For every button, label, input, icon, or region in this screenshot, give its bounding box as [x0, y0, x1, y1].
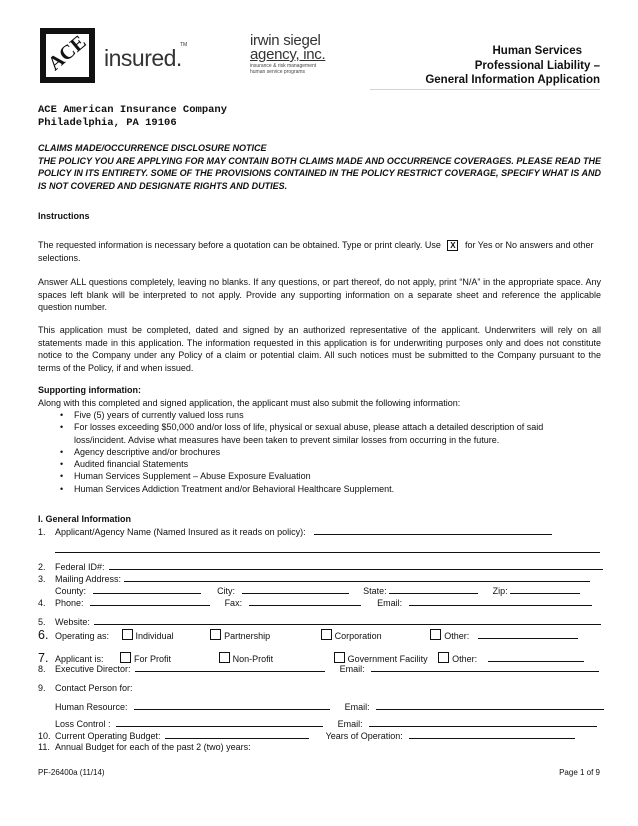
individual-label: Individual [135, 631, 174, 641]
years-field[interactable] [409, 738, 575, 739]
supporting-list [38, 409, 601, 495]
hr-field[interactable] [134, 709, 330, 710]
q3-number: 3. [38, 574, 46, 584]
list-item: • For losses exceeding $50,000 and/or loss of life, physical or sexual abuse, please attach a detailed description of said loss/incident. Advise what measures have been taken to prevent similar losses from occurring in the future. [38, 421, 601, 446]
q3-label: Mailing Address: [55, 574, 122, 584]
title-line1: Human Services [492, 45, 582, 57]
company-address [38, 104, 227, 130]
q1-label: Applicant/Agency Name (Named Insured as it reads on policy): [55, 527, 306, 537]
form-number: PF-26400a (11/14) [38, 768, 105, 777]
notice-heading: CLAIMS MADE/OCCURRENCE DISCLOSURE NOTICE [38, 143, 267, 153]
email-label: Email: [377, 598, 403, 608]
q7-number: 7. [38, 651, 49, 665]
q2-label: Federal ID#: [55, 562, 105, 572]
irwin-line1: irwin siegel [250, 32, 321, 49]
county-field[interactable] [93, 593, 201, 594]
q8-label: Executive Director: [55, 664, 131, 674]
website-field[interactable] [94, 624, 601, 625]
company-line1: ACE American Insurance Company [38, 104, 228, 116]
q6-label: Operating as: [55, 631, 110, 641]
county-row [55, 586, 580, 596]
q5-number: 5. [38, 617, 46, 627]
document-title [425, 44, 600, 88]
instructions-p1-a: The requested information is necessary before a quotation can be obtained. Type or print clearly. Use [38, 240, 441, 250]
corporation-label: Corporation [334, 631, 382, 641]
state-field[interactable] [389, 593, 478, 594]
partnership-label: Partnership [224, 631, 271, 641]
supporting-heading: Supporting information: [38, 385, 141, 395]
city-field[interactable] [242, 593, 349, 594]
page-number: Page 1 of 9 [559, 768, 600, 777]
list-item: • Audited financial Statements [38, 458, 601, 470]
fax-field[interactable] [249, 605, 361, 606]
non-profit-checkbox[interactable] [219, 652, 230, 663]
q9-label: Contact Person for: [55, 683, 133, 693]
irwin-line2: agency, inc. [250, 46, 326, 63]
company-line2: Philadelphia, PA 19106 [38, 117, 177, 129]
x-checkbox-example: X [447, 240, 458, 251]
mailing-address-field[interactable] [124, 581, 590, 582]
q3-row [38, 574, 590, 584]
q5-row [38, 617, 601, 627]
list-item: • Human Services Supplement – Abuse Exposure Evaluation [38, 470, 601, 482]
q2-number: 2. [38, 562, 46, 572]
disclosure-notice [38, 142, 601, 192]
hr-email-field[interactable] [376, 709, 604, 710]
list-item: • Agency descriptive and/or brochures [38, 446, 601, 458]
operating-budget-field[interactable] [165, 738, 309, 739]
other-op-field[interactable] [478, 638, 578, 639]
other-type-field[interactable] [488, 661, 584, 662]
q10-number: 10. [38, 731, 51, 741]
lc-row [55, 719, 597, 729]
instructions-p1-b: for Yes or No answers and other selections. [38, 240, 594, 263]
general-heading: I. General Information [38, 514, 132, 524]
lc-label: Loss Control : [55, 719, 111, 729]
phone-label: Phone: [55, 598, 84, 608]
instructions-p3: This application must be completed, dated and signed by an authorized representative of the applicant. Underwriters will rely on all statements made in this application. The information requested in this application is for underwriting purposes only and does not constitute notice to the Company under any Policy of a claim or potential claim. All such notices must be submitted to the Company pursuant to the terms of the Policy, if and when issued. [38, 325, 601, 373]
title-line3: General Information Application [425, 74, 600, 86]
q6-number: 6. [38, 628, 49, 642]
q10-row [38, 731, 575, 741]
zip-field[interactable] [510, 593, 580, 594]
zip-label: Zip: [492, 586, 508, 596]
for-profit-label: For Profit [134, 654, 172, 664]
q4-row [38, 598, 592, 608]
director-email-label: Email: [339, 664, 365, 674]
q9-number: 9. [38, 683, 46, 693]
q2-row [38, 562, 603, 572]
irwin-tag2: human service programs [250, 69, 306, 75]
q1-row [38, 527, 552, 537]
list-item: • Five (5) years of currently valued loss runs [38, 409, 601, 421]
irwin-siegel-logo [250, 34, 350, 75]
applicant-name-field-line2[interactable] [55, 552, 600, 553]
q11-row [38, 742, 251, 752]
state-label: State: [363, 586, 387, 596]
title-line2: Professional Liability – [474, 59, 600, 72]
for-profit-checkbox[interactable] [120, 652, 131, 663]
city-label: City: [217, 586, 236, 596]
q4-number: 4. [38, 598, 46, 608]
county-label: County: [55, 586, 87, 596]
supporting-intro: Along with this completed and signed application, the applicant must also submit the following information: [38, 397, 461, 408]
q7-row [38, 651, 584, 665]
applicant-name-field[interactable] [314, 534, 552, 535]
individual-checkbox[interactable] [122, 629, 133, 640]
notice-body: THE POLICY YOU ARE APPLYING FOR MAY CONTAIN BOTH CLAIMS MADE AND OCCURRENCE COVERAGES. PLEASE READ THE POLICY IN ITS ENTIRETY. SOME OF THE PROVISIONS CONTAINED IN THE POLICY RESTRICT COVERAGE, SPECIFY WHAT IS AND IS NOT COVERED AND DESIGNATE RIGHTS AND DUTIES. [38, 155, 601, 191]
title-rule [370, 89, 600, 90]
q10-label: Current Operating Budget: [55, 731, 161, 741]
non-profit-label: Non-Profit [232, 654, 274, 664]
q9-row [38, 683, 133, 693]
ace-logo [40, 28, 95, 83]
website-label: Website: [55, 617, 90, 627]
years-label: Years of Operation: [325, 731, 403, 741]
q11-number: 11. [38, 742, 50, 752]
irwin-tag1: insurance & risk management [250, 63, 317, 69]
supporting-section [38, 384, 601, 495]
other-type-label: Other: [452, 654, 478, 664]
corporation-checkbox[interactable] [321, 629, 332, 640]
federal-id-field[interactable] [109, 569, 603, 570]
instructions-p1 [38, 239, 601, 264]
hr-label: Human Resource: [55, 702, 128, 712]
instructions-p2: Answer ALL questions completely, leaving no blanks. If any questions, or part thereof, do not apply, print “N/A” in the appropriate space. Any spaces left blank will be interpreted to not apply. Provide any supporting information on a separate sheet and reference the applicable question number. [38, 277, 601, 312]
q8-number: 8. [38, 664, 46, 674]
insured-wordmark: insured. [104, 45, 182, 71]
q11-label: Annual Budget for each of the past 2 (two) years: [55, 742, 251, 752]
lc-field[interactable] [116, 726, 323, 727]
executive-director-field[interactable] [135, 671, 325, 672]
q1-number: 1. [38, 527, 46, 537]
trademark-mark: TM [180, 42, 188, 48]
hr-email-label: Email: [344, 702, 370, 712]
director-email-field[interactable] [371, 671, 599, 672]
q7-label: Applicant is: [55, 654, 104, 664]
government-label: Government Facility [347, 654, 428, 664]
other-op-label: Other: [444, 631, 470, 641]
phone-field[interactable] [90, 605, 210, 606]
partnership-checkbox[interactable] [210, 629, 221, 640]
government-checkbox[interactable] [334, 652, 345, 663]
fax-label: Fax: [224, 598, 243, 608]
other-op-checkbox[interactable] [430, 629, 441, 640]
list-item: • Human Services Addiction Treatment and/or Behavioral Healthcare Supplement. [38, 483, 601, 495]
email-field[interactable] [409, 605, 592, 606]
q8-row [38, 664, 599, 674]
other-type-checkbox[interactable] [438, 652, 449, 663]
hr-row [55, 702, 604, 712]
instructions-heading: Instructions [38, 211, 90, 221]
ace-logo-text: ACE [43, 31, 91, 76]
q6-row [38, 628, 578, 642]
lc-email-label: Email: [337, 719, 363, 729]
lc-email-field[interactable] [369, 726, 597, 727]
